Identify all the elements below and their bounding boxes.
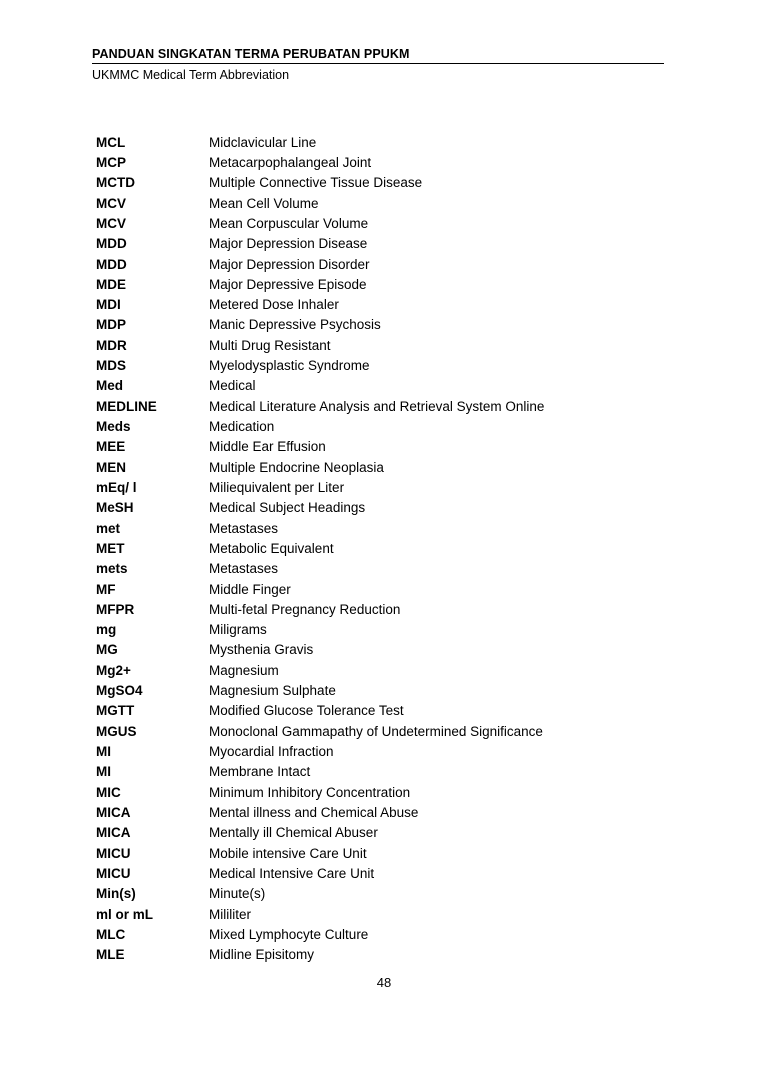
term-abbreviation: MCV — [96, 215, 126, 231]
term-definition: Metacarpophalangeal Joint — [209, 154, 372, 170]
term-row — [96, 802, 656, 822]
term-row — [96, 762, 656, 782]
term-definition: Magnesium — [209, 662, 279, 678]
term-definition: Midclavicular Line — [209, 134, 317, 150]
term-abbreviation: MLE — [96, 947, 125, 963]
term-row — [96, 579, 656, 599]
term-definition: Multiple Connective Tissue Disease — [209, 175, 423, 191]
term-row — [96, 437, 656, 457]
page-number: 48 — [376, 975, 392, 990]
term-abbreviation: Mg2+ — [96, 662, 131, 678]
term-definition: Middle Ear Effusion — [209, 439, 326, 455]
term-abbreviation: Min(s) — [96, 886, 136, 902]
term-abbreviation: MCV — [96, 195, 126, 211]
term-definition: Metabolic Equivalent — [209, 540, 334, 556]
term-abbreviation: MCTD — [96, 175, 135, 191]
term-row — [96, 315, 656, 335]
term-row — [96, 620, 656, 640]
term-abbreviation: MDD — [96, 236, 127, 252]
term-definition: Magnesium Sulphate — [209, 683, 336, 699]
term-row — [96, 274, 656, 294]
term-definition: Multiple Endocrine Neoplasia — [209, 459, 384, 475]
term-row — [96, 213, 656, 233]
term-definition: Middle Finger — [209, 581, 291, 597]
term-abbreviation: MEDLINE — [96, 398, 157, 414]
term-row — [96, 945, 656, 965]
term-abbreviation: MICA — [96, 804, 131, 820]
term-abbreviation: mEq/ l — [96, 479, 137, 495]
term-abbreviation: MLC — [96, 926, 126, 942]
term-row — [96, 376, 656, 396]
term-abbreviation: MgSO4 — [96, 683, 143, 699]
term-row — [96, 721, 656, 741]
term-definition: Manic Depressive Psychosis — [209, 317, 381, 333]
term-definition: Minimum Inhibitory Concentration — [209, 784, 411, 800]
term-row — [96, 904, 656, 924]
term-row — [96, 173, 656, 193]
term-abbreviation: Med — [96, 378, 123, 394]
term-row — [96, 640, 656, 660]
term-row — [96, 559, 656, 579]
term-abbreviation: MGUS — [96, 723, 137, 739]
term-abbreviation: MDI — [96, 297, 121, 313]
term-row — [96, 254, 656, 274]
term-definition: Myelodysplastic Syndrome — [209, 358, 370, 374]
term-abbreviation: MIC — [96, 784, 121, 800]
term-row — [96, 416, 656, 436]
term-definition: Mobile intensive Care Unit — [209, 845, 367, 861]
term-definition: Monoclonal Gammapathy of Undetermined Significance — [209, 723, 543, 739]
term-row — [96, 335, 656, 355]
header-title: PANDUAN SINGKATAN TERMA PERUBATAN PPUKM — [92, 47, 410, 61]
page-header — [92, 46, 664, 83]
term-abbreviation: MGTT — [96, 703, 135, 719]
term-abbreviation: MICU — [96, 865, 131, 881]
term-definition: Modified Glucose Tolerance Test — [209, 703, 404, 719]
term-row — [96, 457, 656, 477]
term-definition: Mean Corpuscular Volume — [209, 215, 369, 231]
term-row — [96, 477, 656, 497]
term-abbreviation: MCP — [96, 154, 126, 170]
term-row — [96, 518, 656, 538]
term-definition: Multi Drug Resistant — [209, 337, 331, 353]
term-row — [96, 701, 656, 721]
header-subtitle: UKMMC Medical Term Abbreviation — [92, 68, 290, 82]
term-abbreviation: MET — [96, 540, 125, 556]
term-definition: Major Depression Disease — [209, 236, 368, 252]
term-row — [96, 741, 656, 761]
abbreviation-list — [96, 132, 656, 965]
term-definition: Mysthenia Gravis — [209, 642, 314, 658]
term-definition: Metastases — [209, 520, 279, 536]
term-definition: Medical — [209, 378, 256, 394]
term-abbreviation: MICA — [96, 825, 131, 841]
term-abbreviation: mg — [96, 622, 117, 638]
term-definition: Major Depressive Episode — [209, 276, 367, 292]
term-definition: Myocardial Infraction — [209, 744, 334, 760]
term-abbreviation: MeSH — [96, 500, 134, 516]
term-abbreviation: MEE — [96, 439, 126, 455]
term-abbreviation: MDS — [96, 358, 126, 374]
term-definition: Major Depression Disorder — [209, 256, 370, 272]
term-definition: Mean Cell Volume — [209, 195, 319, 211]
term-abbreviation: ml or mL — [96, 906, 154, 922]
term-definition: Mixed Lymphocyte Culture — [209, 926, 369, 942]
term-abbreviation: MCL — [96, 134, 126, 150]
term-abbreviation: MG — [96, 642, 118, 658]
term-definition: Medication — [209, 419, 275, 435]
term-abbreviation: MI — [96, 764, 111, 780]
term-abbreviation: MICU — [96, 845, 131, 861]
term-row — [96, 680, 656, 700]
term-definition: Mental illness and Chemical Abuse — [209, 804, 419, 820]
term-definition: Medical Subject Headings — [209, 500, 366, 516]
term-abbreviation: MEN — [96, 459, 126, 475]
term-abbreviation: MDP — [96, 317, 126, 333]
term-row — [96, 295, 656, 315]
term-row — [96, 823, 656, 843]
term-definition: Metered Dose Inhaler — [209, 297, 339, 313]
term-row — [96, 132, 656, 152]
term-abbreviation: Meds — [96, 419, 131, 435]
term-definition: Miliequivalent per Liter — [209, 479, 345, 495]
term-abbreviation: MFPR — [96, 601, 135, 617]
term-row — [96, 355, 656, 375]
term-definition: Membrane Intact — [209, 764, 311, 780]
term-row — [96, 396, 656, 416]
term-definition: Miligrams — [209, 622, 267, 638]
term-definition: Minute(s) — [209, 886, 266, 902]
term-definition: Medical Literature Analysis and Retrieval System Online — [209, 398, 545, 414]
term-row — [96, 599, 656, 619]
term-row — [96, 538, 656, 558]
term-abbreviation: MDE — [96, 276, 126, 292]
term-definition: Metastases — [209, 561, 279, 577]
term-abbreviation: MDD — [96, 256, 127, 272]
term-definition: Medical Intensive Care Unit — [209, 865, 375, 881]
header-divider — [92, 63, 664, 64]
term-row — [96, 193, 656, 213]
term-row — [96, 843, 656, 863]
term-abbreviation: mets — [96, 561, 128, 577]
term-abbreviation: met — [96, 520, 121, 536]
term-row — [96, 924, 656, 944]
term-row — [96, 782, 656, 802]
term-row — [96, 234, 656, 254]
term-row — [96, 498, 656, 518]
term-abbreviation: MI — [96, 744, 111, 760]
term-definition: Mentally ill Chemical Abuser — [209, 825, 378, 841]
term-definition: Midline Episitomy — [209, 947, 315, 963]
term-definition: Multi-fetal Pregnancy Reduction — [209, 601, 401, 617]
term-row — [96, 152, 656, 172]
term-row — [96, 660, 656, 680]
term-abbreviation: MDR — [96, 337, 127, 353]
term-definition: Mililiter — [209, 906, 251, 922]
term-abbreviation: MF — [96, 581, 116, 597]
term-row — [96, 863, 656, 883]
term-row — [96, 884, 656, 904]
